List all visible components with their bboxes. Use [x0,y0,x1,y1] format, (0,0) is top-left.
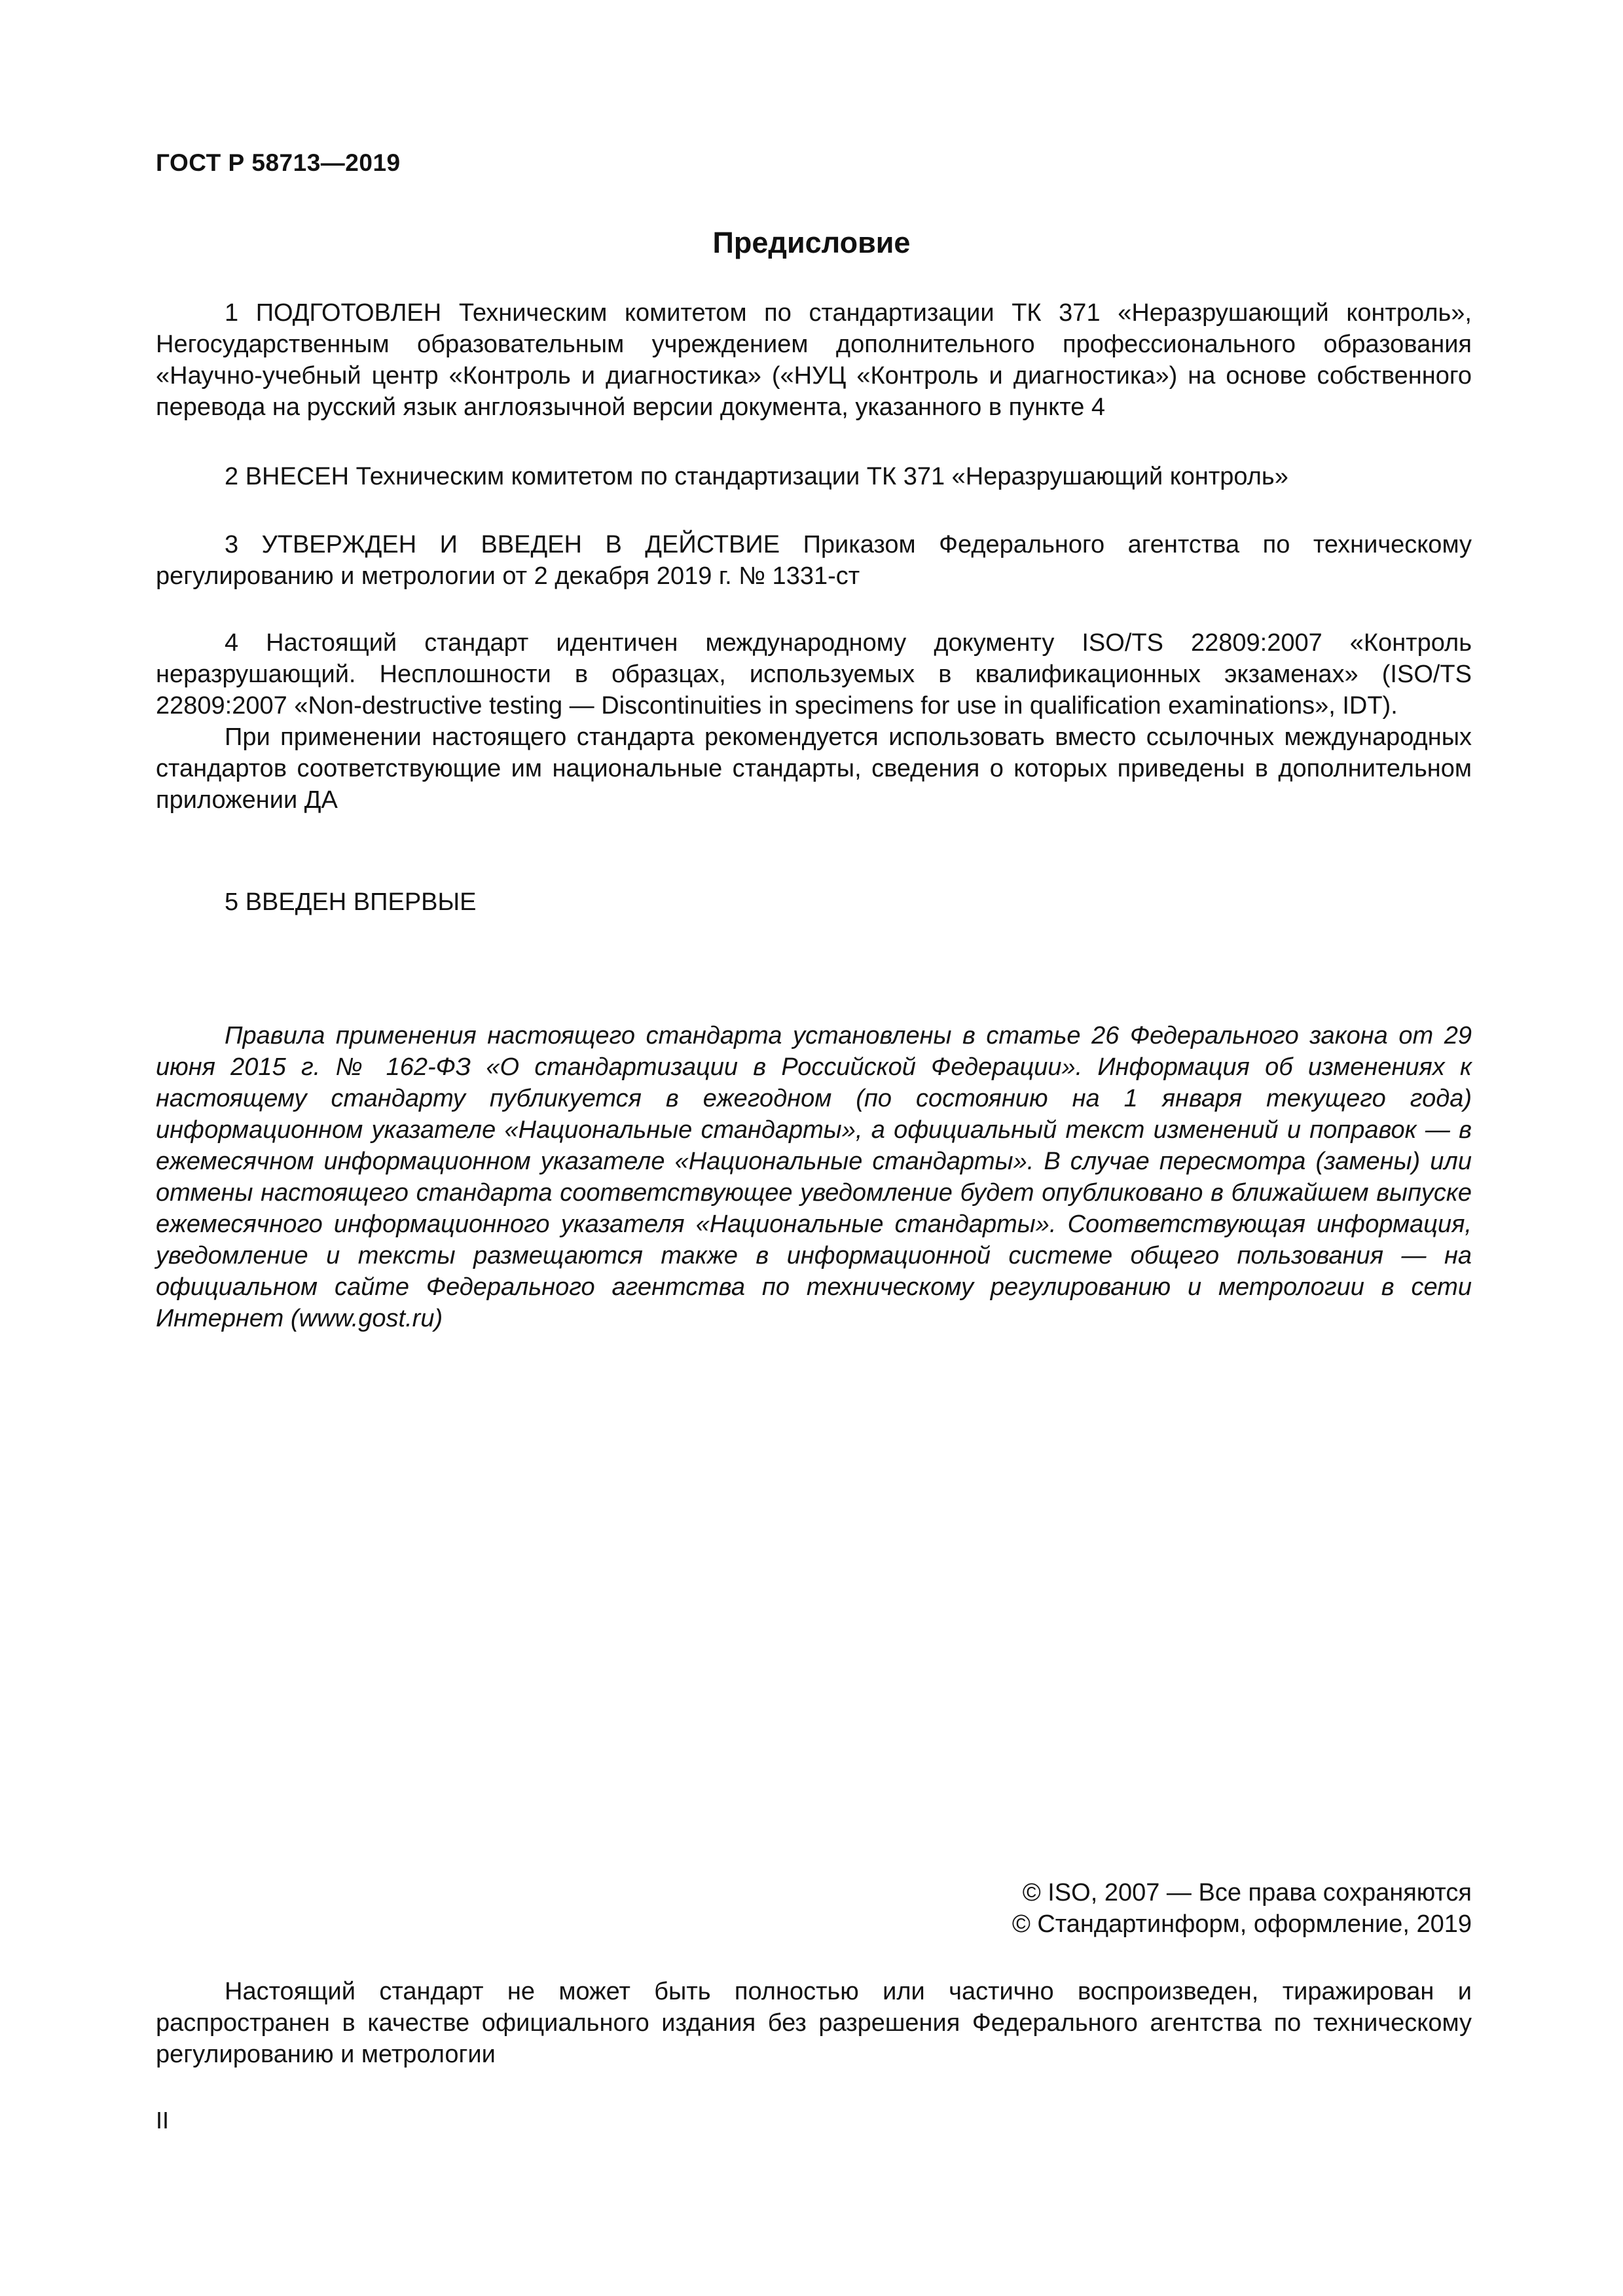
section-4 [156,627,1472,816]
section-3 [156,529,1472,592]
page-number: II [156,2107,170,2134]
section-5-text: 5 ВВЕДЕН ВПЕРВЫЕ [225,888,477,916]
reproduction-notice [156,1976,1472,2070]
standard-code: ГОСТ Р 58713—2019 [156,149,401,176]
section-2 [156,461,1472,492]
copyright-iso: © ISO, 2007 — Все права сохраняются [1022,1879,1472,1906]
application-rules [156,1020,1472,1334]
page-title: Предисловие [712,226,911,259]
section-1 [156,297,1472,423]
application-rules-text: Правила применения настоящего стандарта установлены в статье 26 Федерального закона от 29 июня 2015 г. № 162-ФЗ «О стандартизации в Российской Федерации». Информация об изменениях к настоящему стандарту публикуется в ежегодном (по состоянию на 1 января текущего года) информационном указателе «Национальные стандарты», а официальный текст изменений и поправок — в ежемесячном информационном указателе «Национальные стандарты». В случае пересмотра (замены) или отмены настоящего стандарта соответствующее уведомление будет опубликовано в ближайшем выпуске ежемесячного информационного указателя «Национальные стандарты». Соответствующая информация, уведомление и тексты размещаются также в информационной системе общего пользования — на официальном сайте Федерального агентства по техническому регулированию и метрологии в сети Интернет (www.gost.ru) [156,1022,1472,1332]
section-5 [156,886,1472,918]
section-4-text: 4 Настоящий стандарт идентичен международному документу ISO/TS 22809:2007 «Контроль неразрушающий. Несплошности в образцах, используемых в квалификационных экзаменах» (ISO/TS 22809:2007 «Non-destructive testing — Discontinuities in specimens for use in qualification examinations», IDT). [156,629,1472,720]
copyright-block [1012,1877,1472,1940]
reproduction-notice-text: Настоящий стандарт не может быть полностью или частично воспроизведен, тиражирован и распространен в качестве официального издания без разрешения Федерального агентства по техническому регулированию и метрологии [156,1978,1472,2068]
copyright-publisher: © Стандартинформ, оформление, 2019 [1012,1910,1472,1938]
section-1-text: 1 ПОДГОТОВЛЕН Техническим комитетом по стандартизации ТК 371 «Неразрушающий контроль», Негосударственным образовательным учреждением дополнительного профессионального образования «Научно-учебный центр «Контроль и диагностика» («НУЦ «Контроль и диагностика») на основе собственного перевода на русский язык англоязычной версии документа, указанного в пункте 4 [156,299,1472,421]
section-3-text: 3 УТВЕРЖДЕН И ВВЕДЕН В ДЕЙСТВИЕ Приказом Федерального агентства по техническому регулированию и метрологии от 2 декабря 2019 г. № 1331-ст [156,531,1472,590]
section-2-text: 2 ВНЕСЕН Техническим комитетом по стандартизации ТК 371 «Неразрушающий контроль» [225,463,1288,490]
section-4-note: При применении настоящего стандарта рекомендуется использовать вместо ссылочных международных стандартов соответствующие им национальные стандарты, сведения о которых приведены в дополнительном приложении ДА [156,723,1472,814]
